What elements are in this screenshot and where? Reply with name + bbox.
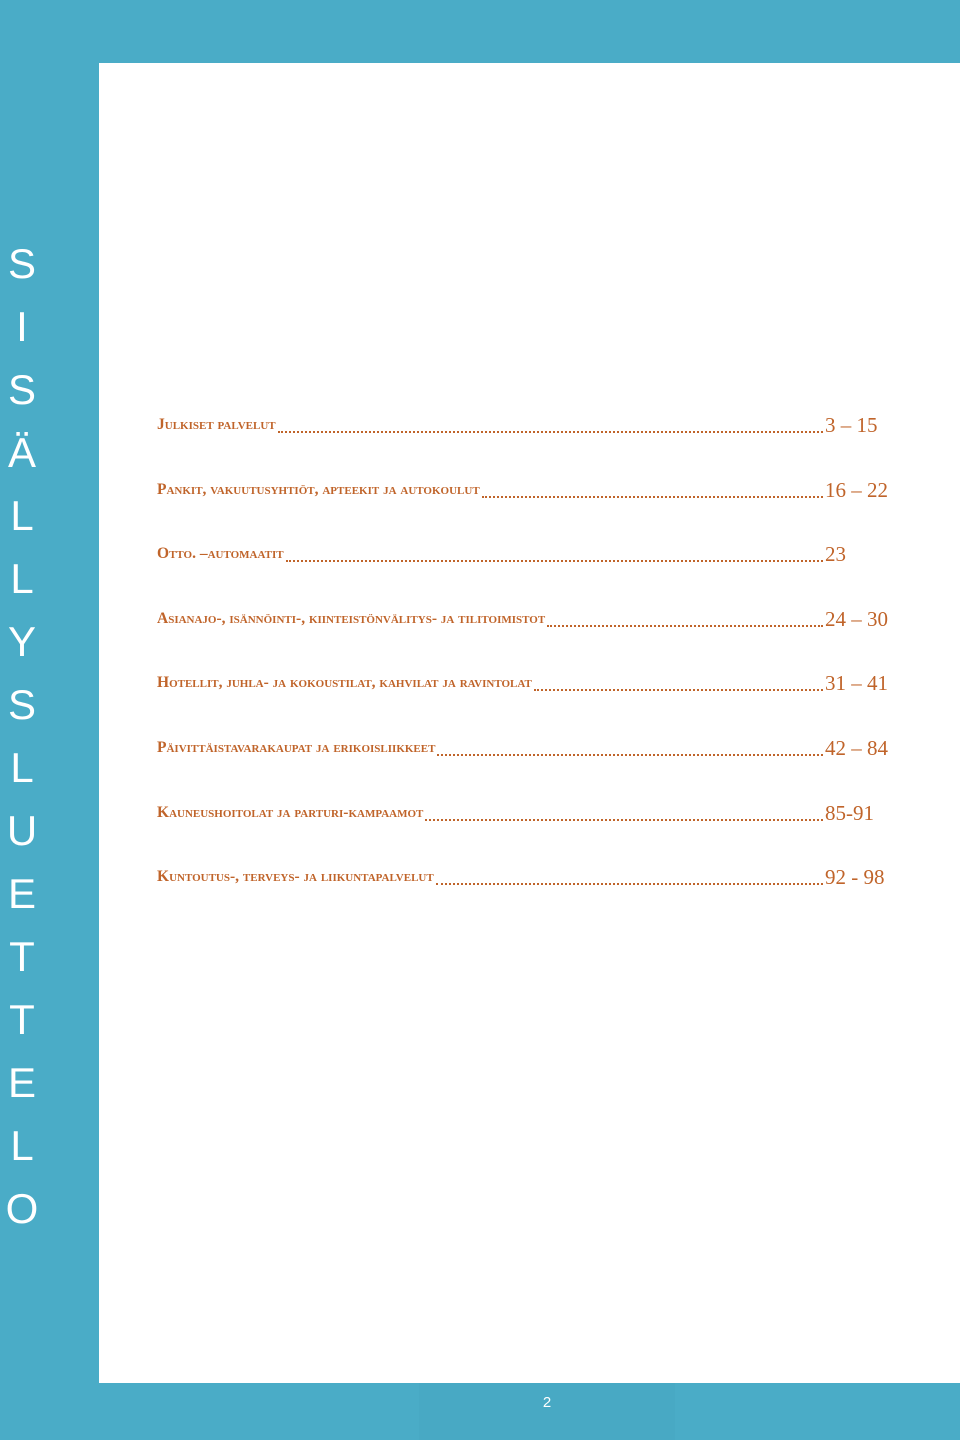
toc-entry[interactable] <box>157 599 907 664</box>
title-letter: U <box>6 807 38 854</box>
toc-entry-label: Hotellit, juhla- ja kokoustilat, kahvilat ja ravintolat <box>157 674 532 692</box>
toc-entry-pages: 24 – 30 <box>825 606 888 631</box>
toc-leader-dots <box>534 663 823 691</box>
toc-leader-dots <box>425 793 823 821</box>
top-band <box>99 0 960 63</box>
toc-entry-pages: 42 – 84 <box>825 735 888 760</box>
toc-leader-dots <box>437 728 823 756</box>
toc-entry-label: Kauneushoitolat ja parturi-kampaamot <box>157 803 424 821</box>
toc-entry[interactable] <box>157 728 907 793</box>
table-of-contents <box>157 405 907 922</box>
toc-entry-label: Päivittäistavarakaupat ja erikoisliikkeet <box>157 738 436 756</box>
toc-entry-pages: 92 - 98 <box>825 865 885 890</box>
toc-entry-label: Pankit, vakuutusyhtiöt, apteekit ja autokoulut <box>157 480 480 498</box>
toc-entry-label: Otto. –automaatit <box>157 545 284 563</box>
title-letter: O <box>5 1185 39 1232</box>
title-letter: S <box>7 681 36 728</box>
title-letter: L <box>10 555 34 602</box>
toc-leader-dots <box>278 405 823 433</box>
toc-entry-label: Julkiset palvelut <box>157 416 276 433</box>
toc-leader-dots <box>547 599 823 627</box>
toc-leader-dots <box>286 534 823 562</box>
title-letter: Y <box>7 618 36 665</box>
title-letter: T <box>9 933 35 980</box>
title-letter: S <box>7 240 36 287</box>
toc-entry-pages: 23 <box>825 542 846 567</box>
toc-entry-pages: 16 – 22 <box>825 477 888 502</box>
toc-entry-pages: 85-91 <box>825 800 874 825</box>
vertical-title <box>0 232 44 1240</box>
sidebar-band <box>0 0 99 1440</box>
toc-entry-pages: 31 – 41 <box>825 671 888 696</box>
page-number: 2 <box>542 1394 552 1411</box>
title-letter: S <box>7 366 36 413</box>
title-letter: L <box>10 744 34 791</box>
footer-band <box>99 1383 960 1440</box>
toc-entry[interactable] <box>157 534 907 599</box>
title-letter: Ä <box>7 429 36 476</box>
title-letter: E <box>7 870 36 917</box>
toc-leader-dots <box>482 470 823 498</box>
toc-entry[interactable] <box>157 663 907 728</box>
title-letter: I <box>16 303 28 350</box>
title-letter: T <box>9 996 35 1043</box>
toc-entry-label: Kuntoutus-, terveys- ja liikuntapalvelut <box>157 868 434 886</box>
toc-entry[interactable] <box>157 857 907 922</box>
toc-entry[interactable] <box>157 405 907 470</box>
page-number-box <box>419 1383 675 1440</box>
toc-entry[interactable] <box>157 470 907 535</box>
title-letter: L <box>10 492 34 539</box>
toc-entry[interactable] <box>157 793 907 858</box>
title-letter: E <box>7 1059 36 1106</box>
toc-leader-dots <box>436 857 823 885</box>
toc-entry-pages: 3 – 15 <box>825 413 878 437</box>
toc-entry-label: Asianajo-, isännöinti-, kiinteistönvälitys- ja tilitoimistot <box>157 609 546 627</box>
title-letter: L <box>10 1122 34 1169</box>
